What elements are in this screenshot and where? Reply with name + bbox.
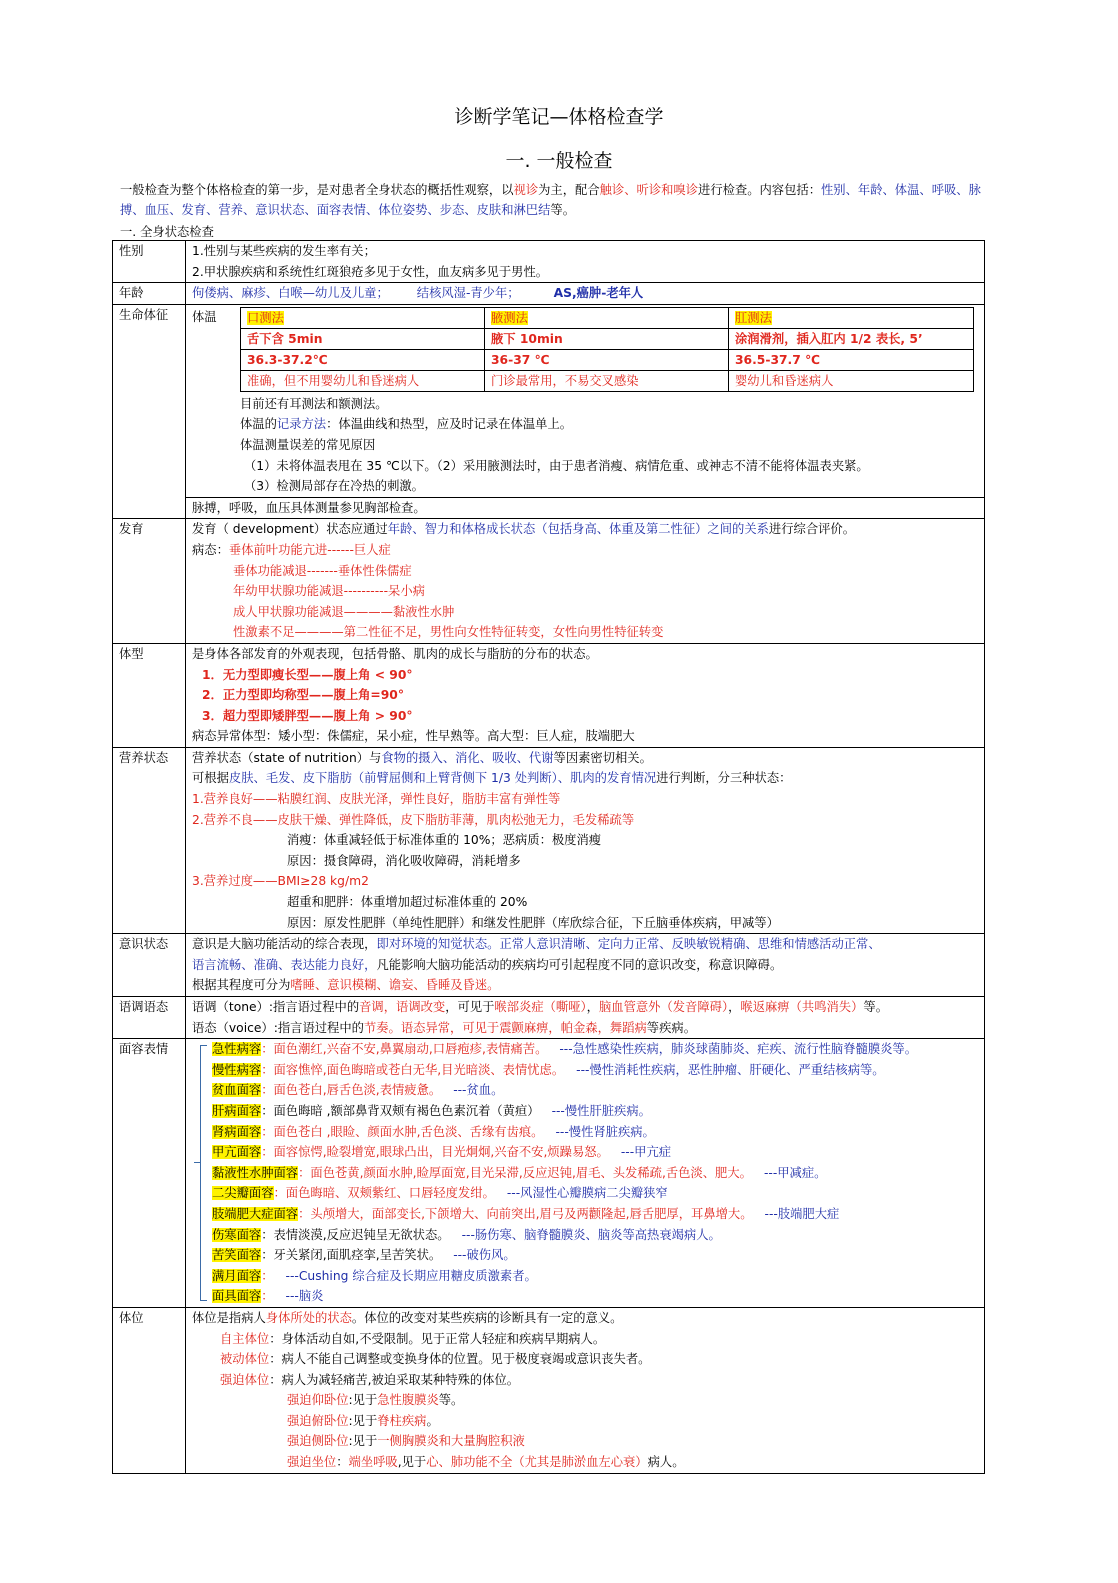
temp-cell: 涂润滑剂，插入肛内 1/2 表长, 5’ [729,328,974,349]
facial-expression-desc: ：头颅增大，面部变长,下颌增大、向前突出,眉弓及两颧隆起,唇舌肥厚，耳鼻增大。 [298,1206,753,1221]
text-line: 3．超力型即矮胖型——腹上角 > 90° [202,708,413,723]
text-line: 营养状态（state of nutrition）与食物的摄入、消化、吸收、代谢等因素密切相关。 [192,750,652,765]
intro-paragraph [120,180,998,220]
text-line: 意识是大脑功能活动的综合表现，即对环境的知觉状态。正常人意识清晰、定向力正常、反映敏锐精确、思维和情感活动正常、 [192,937,881,952]
text-line: （1）未将体温表甩在 35 ℃以下。（2）采用腋测法时，由于患者消瘦、病情危重、或神志不清不能将体温表夹紧。 [244,458,869,473]
row-label: 生命体征 [113,304,186,519]
text-line: 强迫坐位：端坐呼吸,见于心、肺功能不全（尤其是肺淤血左心衰）病人。 [287,1455,685,1470]
text-line: 病态：垂体前叶功能亢进------巨人症 [192,542,391,557]
facial-expression-disease: ---贫血。 [453,1083,504,1098]
table-row [113,304,985,519]
temp-cell: 门诊最常用，不易交叉感染 [485,370,729,391]
row-content [186,997,985,1039]
facial-expression-desc: ：面色苍黄,颜面水肿,睑厚面宽,目光呆滞,反应迟钝,眉毛、头发稀疏,舌色淡、肥大。 [298,1165,752,1180]
row-content [186,241,985,283]
temp-method: 腋测法 [491,310,528,325]
facial-expression-item [212,1080,984,1101]
text-line: 1.营养良好——粘膜红润、皮肤光泽，弹性良好，脂肪丰富有弹性等 [192,792,561,807]
row-content [186,283,985,305]
intro-text: 进行检查。内容包括： [698,183,821,197]
text-line: 成人甲状腺功能减退————黏液性水肿 [233,604,455,619]
facial-expression-name: 伤寒面容 [212,1227,262,1242]
text-line: 体温的记录方法：体温曲线和热型，应及时记录在体温单上。 [240,417,573,432]
text-line: 体位是指病人身体所处的状态。体位的改变对某些疾病的诊断具有一定的意义。 [192,1310,623,1325]
facial-expression-disease: ---慢性肾脏疾病。 [555,1124,655,1139]
temp-method: 肛测法 [735,310,772,325]
text-line: 3.营养过度——BMI≥28 kg/m2 [192,874,369,889]
row-content [186,747,985,933]
temp-cell: 婴幼儿和昏迷病人 [729,370,974,391]
facial-expression-name: 肾病面容 [212,1124,262,1139]
text-line: 强迫仰卧位:见于急性腹膜炎等。 [287,1393,464,1408]
row-content [186,1307,985,1473]
text-line: 体温测量误差的常见原因 [240,437,376,452]
text-line: 2.营养不良——皮肤干燥、弹性降低，皮下脂肪菲薄，肌肉松弛无力，毛发稀疏等 [192,812,635,827]
facial-expression-desc: ：牙关紧闭,面肌痉挛,呈苦笑状。 [261,1248,442,1263]
text-line: 目前还有耳测法和额测法。 [240,396,388,411]
row-label: 年龄 [113,283,186,305]
facial-expression-disease: ---急性感染性疾病，肺炎球菌肺炎、疟疾、流行性脑脊髓膜炎等。 [559,1042,918,1057]
text-line: 自主体位：身体活动自如,不受限制。见于正常人轻症和疾病早期病人。 [220,1331,606,1346]
text-line: 强迫俯卧位:见于脊柱疾病。 [287,1413,439,1428]
temperature-table [240,307,974,392]
table-row [113,1307,985,1473]
text-line: 原因：摄食障碍，消化吸收障碍，消耗增多 [287,853,521,868]
facial-expression-name: 贫血面容 [212,1083,262,1098]
row-content [186,1039,985,1308]
facial-expression-desc: ：面色晦暗 ,额部鼻背双颊有褐色色素沉着（黄疸） [261,1103,540,1118]
text-line: 根据其程度可分为嗜睡、意识模糊、谵妄、昏睡及昏迷。 [192,978,500,993]
facial-expression-disease: ---破伤风。 [453,1248,516,1263]
table-row [113,747,985,933]
facial-expression-item [212,1286,984,1307]
vital-temperature-block [186,307,984,498]
exam-table [112,240,985,1474]
facial-expression-name: 肢端肥大症面容 [212,1206,299,1221]
text-line: 被动体位：病人不能自己调整或变换身体的位置。见于极度衰竭或意识丧失者。 [220,1352,651,1367]
table-row [113,1039,985,1308]
text-line: 2．正力型即均称型——腹上角=90° [202,688,404,703]
row-label: 语调语态 [113,997,186,1039]
temperature-label: 体温 [192,309,217,324]
facial-expression-item [212,1142,984,1163]
row-content [186,519,985,644]
table-row [113,997,985,1039]
intro-text: 为主，配合 [538,183,600,197]
facial-expression-desc: ：面容惊愕,睑裂增宽,眼球凸出，目光炯炯,兴奋不安,烦躁易怒。 [261,1145,609,1160]
facial-expression-name: 急性病容 [212,1042,262,1057]
facial-expression-desc: ：表情淡漠,反应迟钝呈无欲状态。 [261,1227,450,1242]
table-row [113,934,985,997]
facial-expression-name: 黏液性水肿面容 [212,1165,299,1180]
facial-expression-disease: ---肢端肥大症 [764,1206,840,1221]
facial-expression-disease: ---Cushing 综合症及长期应用糖皮质激素者。 [285,1268,537,1283]
facial-expression-disease: ---甲亢症 [620,1145,672,1160]
text-line: 原因：原发性肥胖（单纯性肥胖）和继发性肥胖（库欣综合征，下丘脑垂体疾病，甲减等） [287,915,779,930]
facial-expression-item [212,1245,984,1266]
facial-expression-name: 满月面容 [212,1268,262,1283]
row-label: 营养状态 [113,747,186,933]
table-row [113,283,985,305]
facial-expression-item [212,1204,984,1225]
text-line: 1．无力型即瘦长型——腹上角 < 90° [202,667,413,682]
facial-expression-desc: ：面色苍白 ,眼睑、颜面水肿,舌色淡、舌缘有齿痕。 [261,1124,544,1139]
facial-expression-list [192,1039,984,1307]
bracket-decoration [194,1162,200,1163]
text-line: 超重和肥胖：体重增加超过标准体重的 20% [287,895,528,910]
facial-expression-item [212,1060,984,1081]
intro-text: 视诊 [513,183,539,197]
text-line: 年幼甲状腺功能减退----------呆小病 [233,584,425,599]
text-line: 是身体各部发育的外观表现，包括骨骼、肌肉的成长与脂肪的分布的状态。 [192,646,598,661]
temp-cell: 36-37 ℃ [485,349,729,370]
facial-expression-name: 二尖瓣面容 [212,1186,274,1201]
bracket-decoration [200,1045,207,1301]
temp-method: 口测法 [247,310,284,325]
facial-expression-desc: ：面色晦暗、双颊紫红、口唇轻度发绀。 [273,1186,495,1201]
temp-cell: 36.3-37.2℃ [241,349,485,370]
text-line: 强迫侧卧位:见于一侧胸膜炎和大量胸腔积液 [287,1434,525,1449]
text-line: 语调（tone）:指言语过程中的音调，语调改变，可见于喉部炎症（嘶哑），脑血管意外（发音障碍），喉返麻痹（共鸣消失）等。 [192,1000,888,1014]
text-line: 佝偻病、麻疹、白喉—幼儿及儿童； 结核风湿-青少年； AS,癌肿-老年人 [192,286,644,301]
row-label: 体位 [113,1307,186,1473]
intro-text: 触诊、听诊和嗅诊 [599,183,699,197]
facial-expression-disease: ---风湿性心瓣膜病二尖瓣狭窄 [506,1186,668,1201]
text-line: 消瘦：体重减轻低于标准体重的 10%；恶病质：极度消瘦 [287,833,602,848]
text-line: 2.甲状腺疾病和系统性红斑狼疮多见于女性，血友病多见于男性。 [192,264,549,279]
row-label: 意识状态 [113,934,186,997]
text-line: （3）检测局部存在冷热的刺激。 [244,479,424,494]
facial-expression-disease: ---慢性肝脏疾病。 [551,1103,651,1118]
facial-expression-item [212,1266,984,1287]
facial-expression-disease: ---甲减症。 [763,1165,827,1180]
facial-expression-desc: ：面色苍白,唇舌色淡,表情疲惫。 [261,1083,442,1098]
section-title: 一. 一般检查 [505,150,613,172]
facial-expression-disease: ---慢性消耗性疾病，恶性肿瘤、肝硬化、严重结核病等。 [576,1062,885,1077]
row-content [186,304,985,519]
table-row [113,519,985,644]
facial-expression-desc: ：面色潮红,兴奋不安,鼻翼扇动,口唇疱疹,表情痛苦。 [261,1042,548,1057]
text-line: 1.性别与某些疾病的发生率有关； [192,244,376,258]
facial-expression-name: 苦笑面容 [212,1248,262,1263]
text-line: 语言流畅、准确、表达能力良好，凡能影响大脑功能活动的疾病均可引起程度不同的意识改变，称意识障碍。 [192,957,783,972]
facial-expression-desc: ： [261,1289,274,1304]
row-content [186,934,985,997]
row-content [186,643,985,747]
facial-expression-item [212,1101,984,1122]
text-line: 语态（voice）:指言语过程中的节奏。语态异常，可见于震颤麻痹，帕金森，舞蹈病等疾病。 [192,1020,696,1035]
facial-expression-item [212,1183,984,1204]
temp-cell: 腋下 10min [485,328,729,349]
intro-text: 等。 [550,203,576,217]
row-label: 性别 [113,241,186,283]
table-row [113,241,985,283]
row-label: 体型 [113,643,186,747]
page-title: 诊断学笔记—体格检查学 [454,106,664,128]
temp-cell: 准确，但不用婴幼儿和昏迷病人 [241,370,485,391]
intro-text: 体温、呼吸、脉搏、血压、发育、营养、意识状态、面容表情、体位姿势、步态、皮肤和淋巴结 [120,183,981,217]
row-label: 面容表情 [113,1039,186,1308]
facial-expression-name: 甲亢面容 [212,1145,262,1160]
facial-expression-disease: ---肠伤寒、脑脊髓膜炎、脑炎等高热衰竭病人。 [461,1227,721,1242]
facial-expression-item [212,1039,984,1060]
intro-text: 性别、年龄、 [821,183,895,197]
text-line: 强迫体位：病人为减轻痛苦,被迫采取某种特殊的体位。 [220,1372,520,1387]
facial-expression-item [212,1163,984,1184]
text-line: 发育（ development）状态应通过年龄、智力和体格成长状态（包括身高、体重及第二性征）之间的关系进行综合评价。 [192,522,856,537]
temp-cell: 36.5-37.7 ℃ [729,349,974,370]
facial-expression-item [212,1122,984,1143]
text-line: 垂体功能减退-------垂体性侏儒症 [233,563,412,578]
facial-expression-name: 面具面容 [212,1289,262,1304]
facial-expression-disease: ---脑炎 [285,1289,324,1304]
text-line: 可根据皮肤、毛发、皮下脂肪（前臂屈侧和上臂背侧下 1/3 处判断）、肌肉的发育情况进行判断，分三种状态： [192,771,792,786]
text-line: 性激素不足————第二性征不足，男性向女性特征转变，女性向男性特征转变 [233,625,664,640]
intro-text: 一般检查为整个体格检查的第一步，是对患者全身状态的概括性观察，以 [120,183,514,197]
facial-expression-name: 慢性病容 [212,1062,262,1077]
row-label: 发育 [113,519,186,644]
text-line: 脉搏，呼吸，血压具体测量参见胸部检查。 [192,500,426,515]
text-line: 病态异常体型：矮小型：侏儒症，呆小症，性早熟等。高大型：巨人症，肢端肥大 [192,729,635,744]
facial-expression-item [212,1225,984,1246]
facial-expression-desc: ： [261,1268,274,1283]
subsection-heading: 一. 全身状态检查 [120,225,214,239]
temp-cell: 舌下含 5min [241,328,485,349]
table-row [113,643,985,747]
facial-expression-name: 肝病面容 [212,1103,262,1118]
facial-expression-desc: ：面容憔悴,面色晦暗或苍白无华,目光暗淡、表情忧虑。 [261,1062,565,1077]
